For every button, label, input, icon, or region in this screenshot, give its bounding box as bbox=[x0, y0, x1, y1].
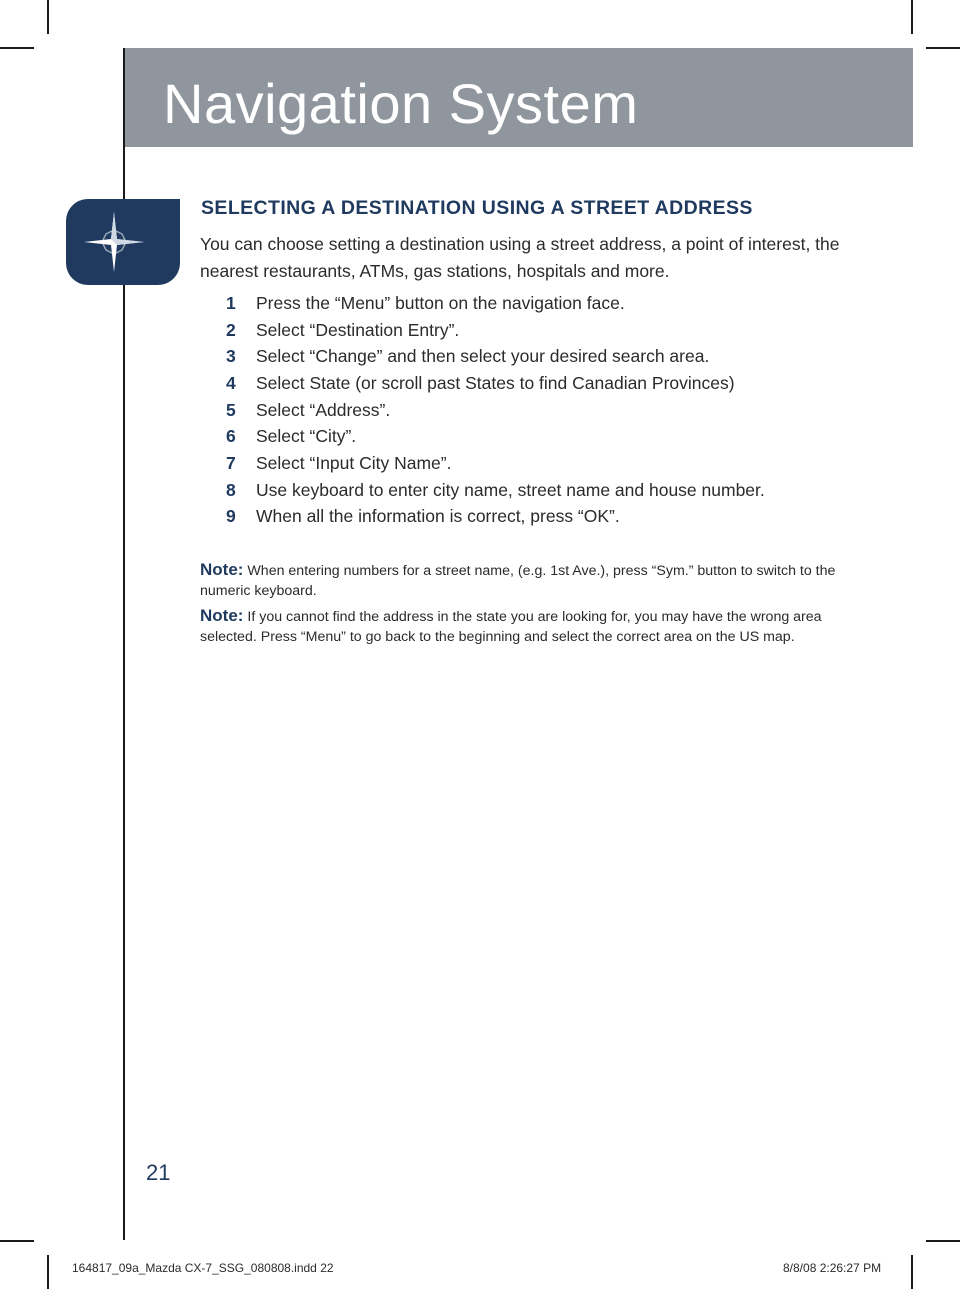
step-number: 8 bbox=[226, 479, 236, 500]
crop-mark bbox=[47, 1255, 49, 1289]
note-label: Note: bbox=[200, 560, 244, 579]
note-text: When entering numbers for a street name, (e.g. 1st Ave.), press “Sym.” button to switch to the numeric keyboard. bbox=[200, 563, 836, 599]
crop-mark bbox=[926, 47, 960, 49]
step-text: Select State (or scroll past States to find Canadian Provinces) bbox=[256, 372, 735, 393]
step-text: Select “Change” and then select your desired search area. bbox=[256, 346, 710, 367]
intro-paragraph: You can choose setting a destination using a street address, a point of interest, the nearest restaurants, ATMs, gas stations, hospitals and more. bbox=[200, 234, 840, 281]
crop-mark bbox=[0, 47, 34, 49]
list-item bbox=[226, 290, 765, 317]
list-item bbox=[226, 423, 765, 450]
step-number: 4 bbox=[226, 372, 236, 393]
list-item bbox=[226, 343, 765, 370]
list-item bbox=[226, 370, 765, 397]
step-text: Select “Input City Name”. bbox=[256, 452, 452, 473]
step-text: Select “Address”. bbox=[256, 399, 391, 420]
step-text: Use keyboard to enter city name, street name and house number. bbox=[256, 479, 765, 500]
section-heading: SELECTING A DESTINATION USING A STREET ADDRESS bbox=[201, 197, 753, 219]
crop-mark bbox=[911, 0, 913, 34]
section-tab bbox=[66, 199, 180, 285]
crop-mark bbox=[47, 0, 49, 34]
steps-list bbox=[226, 290, 765, 530]
step-number: 2 bbox=[226, 319, 236, 340]
step-number: 6 bbox=[226, 426, 236, 447]
step-text: Press the “Menu” button on the navigation face. bbox=[256, 292, 625, 313]
list-item bbox=[226, 317, 765, 344]
list-item bbox=[226, 450, 765, 477]
crop-mark bbox=[0, 1240, 34, 1242]
slug-timestamp: 8/8/08 2:26:27 PM bbox=[783, 1261, 882, 1275]
step-number: 1 bbox=[226, 292, 236, 313]
note-text: If you cannot find the address in the state you are looking for, you may have the wrong area selected. Press “Menu” to go back to the beginning and select the correct area on the US map. bbox=[200, 609, 822, 645]
list-item bbox=[226, 504, 765, 531]
crop-mark bbox=[911, 1255, 913, 1289]
step-text: When all the information is correct, press “OK”. bbox=[256, 506, 620, 527]
crop-mark bbox=[926, 1240, 960, 1242]
slug-filename: 164817_09a_Mazda CX-7_SSG_080808.indd 22 bbox=[72, 1261, 334, 1275]
page-number: 21 bbox=[146, 1160, 171, 1185]
note-1 bbox=[200, 560, 840, 601]
list-item bbox=[226, 397, 765, 424]
note-label: Note: bbox=[200, 606, 244, 625]
step-number: 7 bbox=[226, 452, 236, 473]
step-number: 9 bbox=[226, 506, 236, 527]
step-number: 3 bbox=[226, 346, 236, 367]
compass-star-icon bbox=[82, 210, 146, 274]
note-2 bbox=[200, 606, 840, 647]
list-item bbox=[226, 477, 765, 504]
step-text: Select “City”. bbox=[256, 426, 357, 447]
page-title: Navigation System bbox=[163, 72, 639, 135]
step-number: 5 bbox=[226, 399, 236, 420]
step-text: Select “Destination Entry”. bbox=[256, 319, 460, 340]
